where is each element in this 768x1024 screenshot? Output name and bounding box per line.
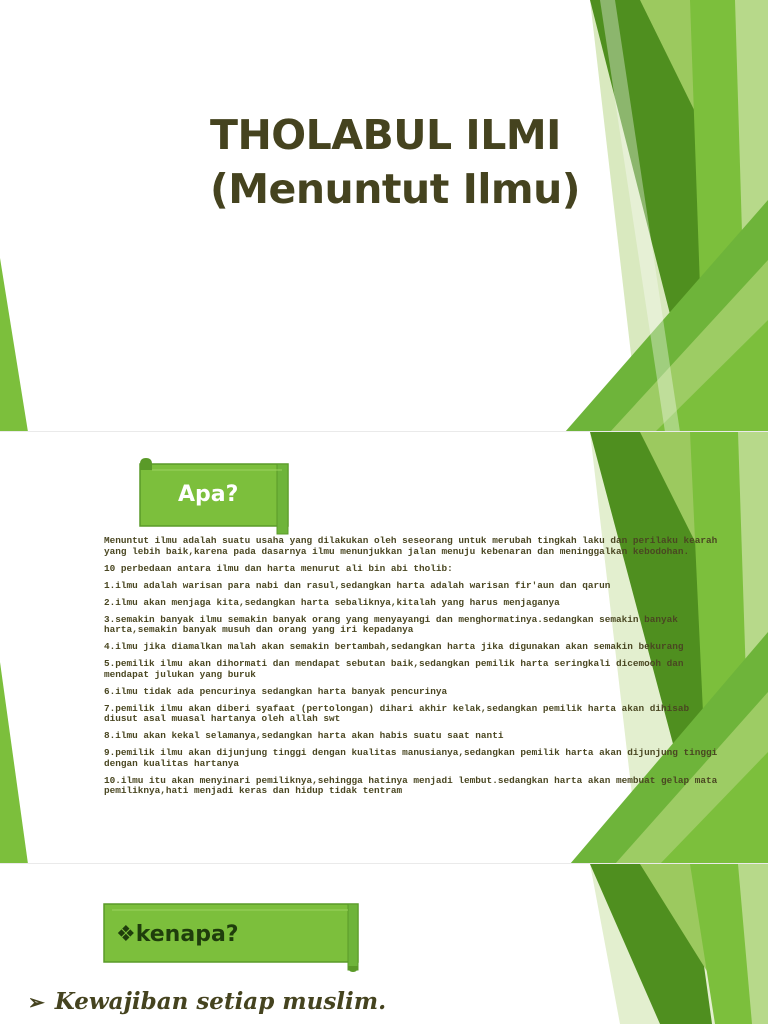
title-line-2: (Menuntut Ilmu) [210,165,581,213]
bullet-text: Kewajiban setiap muslim. [54,988,387,1015]
paragraph: 10 perbedaan antara ilmu dan harta menurut ali bin abi tholib: [104,562,453,574]
body-text [104,536,718,803]
paragraph: 1.ilmu adalah warisan para nabi dan rasul,sedangkan harta adalah warisan fir'aun dan qarun [104,579,611,591]
paragraph: Menuntut ilmu adalah suatu usaha yang dilakukan oleh seseorang untuk merubah tingkah laku dan perilaku kearah yang lebih baik,karena pada dasarnya ilmu menunjukkan jalan menuju kebenaran dan meninggalkan kebodohan. [104,535,718,557]
paragraph: 5.pemilik ilmu akan dihormati dan mendapat sebutan baik,sedangkan pemilik harta seringkali dicemooh dan mendapat julukan yang buruk [104,658,684,680]
green-triangle-decoration [0,0,768,432]
banner-apa-label: Apa? [178,482,239,507]
paragraph: 4.ilmu jika diamalkan malah akan semakin bertambah,sedangkan harta jika digunakan akan semakin bekurang [104,641,684,653]
slide-title [0,0,768,432]
slide-title-text [210,108,690,216]
paragraph: 10.ilmu itu akan menyinari pemiliknya,sehingga hatinya menjadi lembut.sedangkan harta akan membuat gelap mata pemiliknya,hati menjadi keras dan hidup tidak tentram [104,774,718,797]
paragraph: 7.pemilik ilmu akan diberi syafaat (pertolongan) dihari akhir kelak,sedangkan pemilik harta akan dihisab diusut asal muasal hartanya oleh allah swt [104,702,690,725]
bullet-item [28,988,386,1015]
arrow-bullet-icon: ➢ [28,990,45,1014]
paragraph: 3.semakin banyak ilmu semakin banyak orang yang menyayangi dan menghormatinya.sedangkan semakin banyak harta,semakin banyak musuh dan orang yang iri kepadanya [104,613,678,636]
slide-apa [0,432,768,864]
banner-kenapa-label: ❖kenapa? [116,922,239,947]
paragraph: 9.pemilik ilmu akan dijunjung tinggi dengan kualitas manusianya,sedangkan pemilik harta akan dijunjung tinggi dengan kualitas hartanya [104,747,718,769]
title-line-1: THOLABUL ILMI [210,111,561,159]
paragraph: 6.ilmu tidak ada pencurinya sedangkan harta banyak pencurinya [104,685,448,697]
slide-kenapa [0,864,768,1024]
paragraph: 2.ilmu akan menjaga kita,sedangkan harta sebaliknya,kitalah yang harus menjaganya [104,596,560,608]
paragraph: 8.ilmu akan kekal selamanya,sedangkan harta akan habis suatu saat nanti [104,730,504,742]
